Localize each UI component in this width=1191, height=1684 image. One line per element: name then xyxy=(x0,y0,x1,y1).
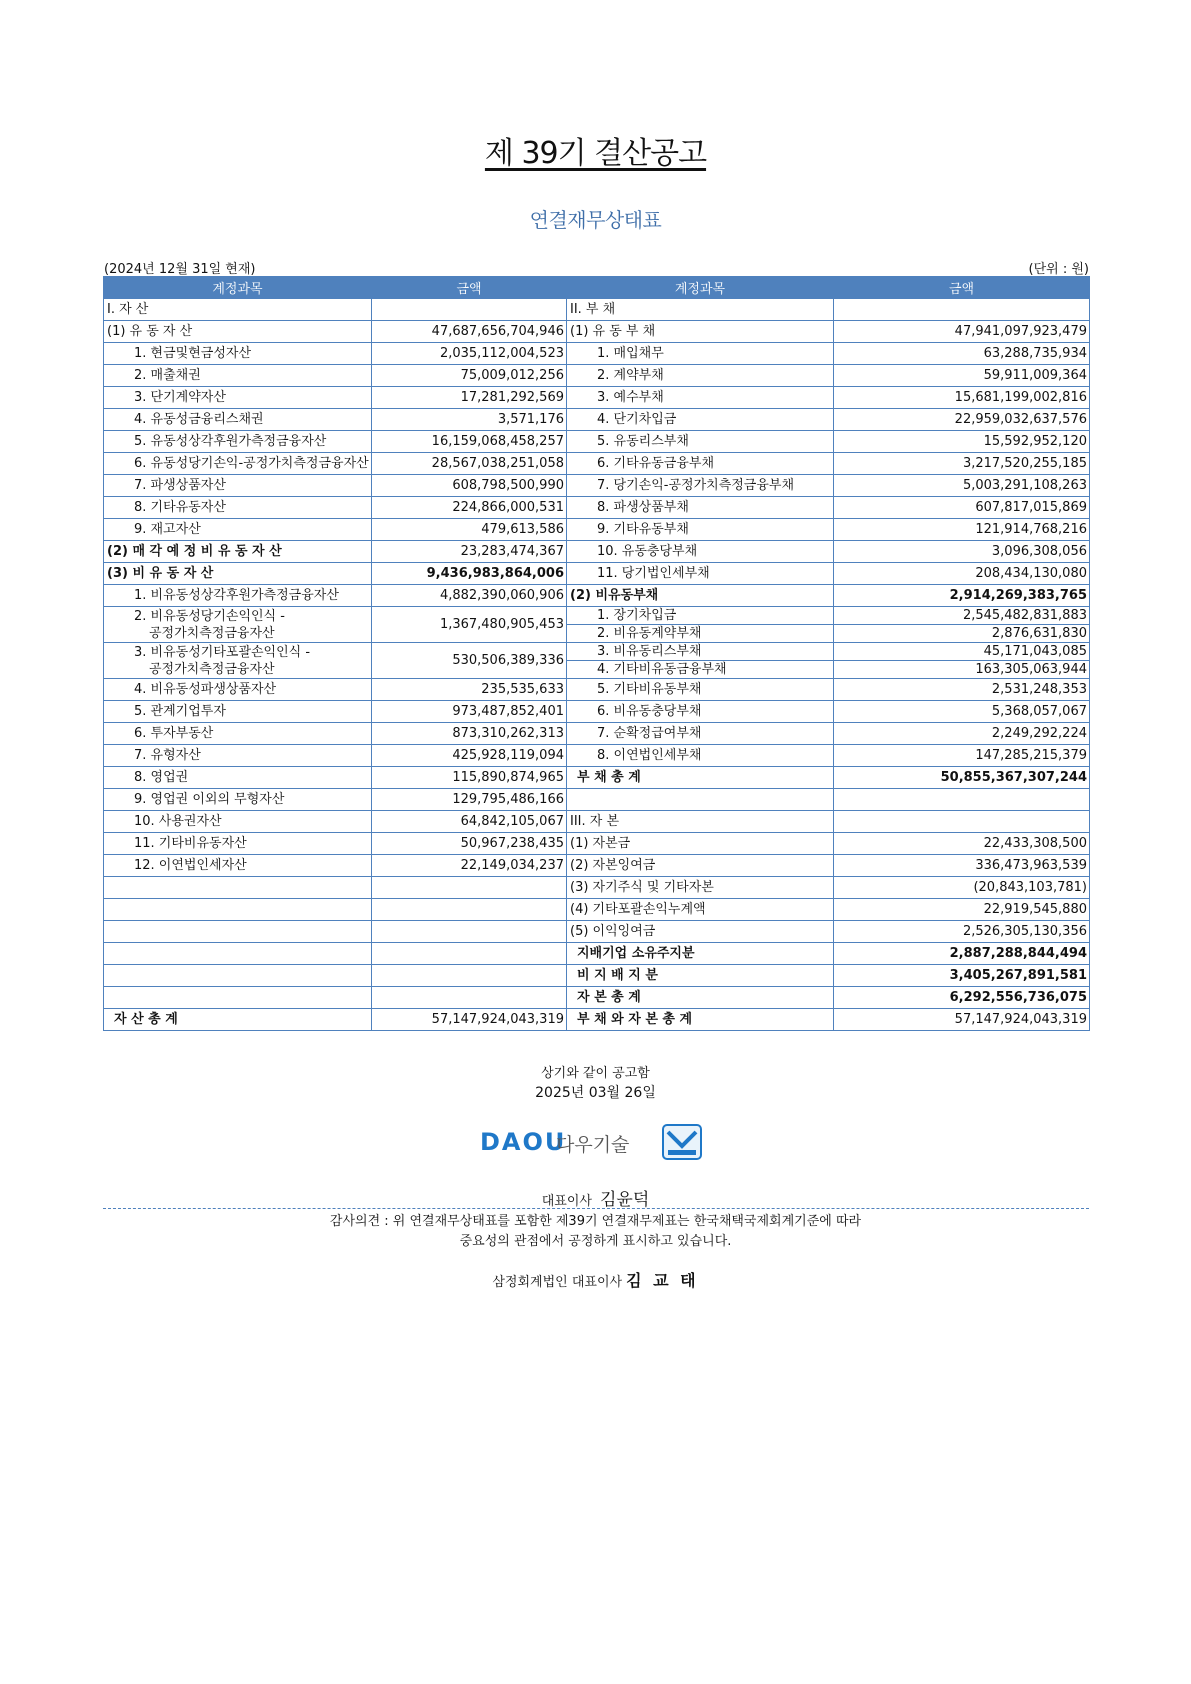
amount-cell: 3,571,176 xyxy=(372,409,567,431)
auditor-label: 삼정회계법인 대표이사 xyxy=(492,1275,623,1290)
account-cell: 3. 예수부채 xyxy=(567,387,834,409)
account-cell: 7. 순확정급여부채 xyxy=(567,723,834,745)
account-cell: 12. 이연법인세자산 xyxy=(104,855,372,877)
account-cell xyxy=(104,943,372,965)
account-cell: 8. 이연법인세부채 xyxy=(567,745,834,767)
account-cell: 비 지 배 지 분 xyxy=(567,965,834,987)
account-cell xyxy=(104,987,372,1009)
account-cell: (3) 비 유 동 자 산 xyxy=(104,563,372,585)
amount-cell: 129,795,486,166 xyxy=(372,789,567,811)
account-cell xyxy=(104,921,372,943)
header-amount-right: 금액 xyxy=(834,277,1090,299)
account-cell: 11. 기타비유동자산 xyxy=(104,833,372,855)
amount-cell xyxy=(372,299,567,321)
account-cell: (1) 유 동 부 채 xyxy=(567,321,834,343)
account-line: 공정가치측정금융자산 xyxy=(149,661,275,677)
amount-cell: 3,405,267,891,581 xyxy=(834,965,1090,987)
account-cell: 5. 관계기업투자 xyxy=(104,701,372,723)
amount-cell: 2,545,482,831,883 xyxy=(834,607,1090,625)
balance-sheet-table xyxy=(103,276,1090,1031)
header-amount-left: 금액 xyxy=(372,277,567,299)
as-of-date: (2024년 12월 31일 현재) xyxy=(104,262,256,277)
amount-cell: 28,567,038,251,058 xyxy=(372,453,567,475)
account-line: 3. 비유동성기타포괄손익인식 - xyxy=(134,644,311,660)
amount-cell xyxy=(372,965,567,987)
amount-cell: (20,843,103,781) xyxy=(834,877,1090,899)
account-cell: 10. 사용권자산 xyxy=(104,811,372,833)
account-cell: (1) 자본금 xyxy=(567,833,834,855)
amount-cell: 479,613,586 xyxy=(372,519,567,541)
table-row xyxy=(104,987,1090,1009)
table-row xyxy=(104,723,1090,745)
account-cell: 7. 파생상품자산 xyxy=(104,475,372,497)
account-cell xyxy=(104,643,372,679)
table-row xyxy=(104,877,1090,899)
amount-cell: 147,285,215,379 xyxy=(834,745,1090,767)
account-cell: 부 채 와 자 본 총 계 xyxy=(567,1009,834,1031)
table-row xyxy=(104,789,1090,811)
unit-label: (단위 : 원) xyxy=(1028,262,1089,277)
amount-cell: 15,681,199,002,816 xyxy=(834,387,1090,409)
account-cell xyxy=(104,607,372,643)
amount-cell: 121,914,768,216 xyxy=(834,519,1090,541)
account-cell: 9. 기타유동부채 xyxy=(567,519,834,541)
amount-cell: 608,798,500,990 xyxy=(372,475,567,497)
header-account-left: 계정과목 xyxy=(104,277,372,299)
amount-cell: 47,941,097,923,479 xyxy=(834,321,1090,343)
table-row xyxy=(104,965,1090,987)
amount-cell: 3,217,520,255,185 xyxy=(834,453,1090,475)
account-cell xyxy=(104,899,372,921)
amount-cell: 22,919,545,880 xyxy=(834,899,1090,921)
account-cell: 2. 매출채권 xyxy=(104,365,372,387)
account-cell: 자 본 총 계 xyxy=(567,987,834,1009)
account-cell: 8. 영업권 xyxy=(104,767,372,789)
account-cell: (1) 유 동 자 산 xyxy=(104,321,372,343)
table-row xyxy=(104,921,1090,943)
table-row xyxy=(104,343,1090,365)
amount-cell: 5,003,291,108,263 xyxy=(834,475,1090,497)
amount-cell: 973,487,852,401 xyxy=(372,701,567,723)
account-cell: I. 자 산 xyxy=(104,299,372,321)
account-cell: 8. 파생상품부채 xyxy=(567,497,834,519)
amount-cell: 45,171,043,085 xyxy=(834,643,1090,661)
account-cell: 8. 기타유동자산 xyxy=(104,497,372,519)
amount-cell: 23,283,474,367 xyxy=(372,541,567,563)
amount-cell: 6,292,556,736,075 xyxy=(834,987,1090,1009)
auditor-signature xyxy=(0,1268,1191,1291)
account-cell: 2. 계약부채 xyxy=(567,365,834,387)
amount-cell: 22,433,308,500 xyxy=(834,833,1090,855)
account-cell: 6. 비유동충당부채 xyxy=(567,701,834,723)
amount-cell: 163,305,063,944 xyxy=(834,661,1090,679)
table-row xyxy=(104,833,1090,855)
account-cell: 4. 유동성금융리스채권 xyxy=(104,409,372,431)
table-row xyxy=(104,899,1090,921)
amount-cell xyxy=(372,943,567,965)
account-cell: (2) 자본잉여금 xyxy=(567,855,834,877)
account-cell: 4. 단기차입금 xyxy=(567,409,834,431)
table-row xyxy=(104,679,1090,701)
table-row xyxy=(104,541,1090,563)
ceo-name: 김윤덕 xyxy=(599,1190,650,1210)
amount-cell: 530,506,389,336 xyxy=(372,643,567,679)
table-row xyxy=(104,409,1090,431)
amount-cell: 16,159,068,458,257 xyxy=(372,431,567,453)
account-cell: 부 채 총 계 xyxy=(567,767,834,789)
amount-cell: 115,890,874,965 xyxy=(372,767,567,789)
account-cell xyxy=(104,877,372,899)
company-seal-icon xyxy=(662,1124,702,1160)
account-cell: 7. 당기손익-공정가치측정금융부채 xyxy=(567,475,834,497)
account-cell: 3. 단기계약자산 xyxy=(104,387,372,409)
table-row xyxy=(104,643,1090,661)
amount-cell: 2,876,631,830 xyxy=(834,625,1090,643)
ceo-signature xyxy=(0,1185,1191,1210)
table-row xyxy=(104,943,1090,965)
table-row xyxy=(104,585,1090,607)
amount-cell: 3,096,308,056 xyxy=(834,541,1090,563)
account-cell: 7. 유형자산 xyxy=(104,745,372,767)
table-row xyxy=(104,701,1090,723)
account-cell: 3. 비유동리스부채 xyxy=(567,643,834,661)
amount-cell: 224,866,000,531 xyxy=(372,497,567,519)
amount-cell: 2,914,269,383,765 xyxy=(834,585,1090,607)
table-row xyxy=(104,745,1090,767)
account-cell: 1. 장기차입금 xyxy=(567,607,834,625)
account-cell xyxy=(104,965,372,987)
divider xyxy=(103,1208,1089,1209)
account-cell: 1. 비유동성상각후원가측정금융자산 xyxy=(104,585,372,607)
company-logo-en: DAOU xyxy=(480,1128,567,1156)
table-row xyxy=(104,1009,1090,1031)
account-cell: (3) 자기주식 및 기타자본 xyxy=(567,877,834,899)
amount-cell: 50,855,367,307,244 xyxy=(834,767,1090,789)
table-row xyxy=(104,475,1090,497)
amount-cell: 873,310,262,313 xyxy=(372,723,567,745)
amount-cell: 208,434,130,080 xyxy=(834,563,1090,585)
amount-cell xyxy=(372,987,567,1009)
table-row xyxy=(104,855,1090,877)
amount-cell xyxy=(372,921,567,943)
amount-cell: 2,887,288,844,494 xyxy=(834,943,1090,965)
statement-title: 연결재무상태표 xyxy=(529,208,662,232)
amount-cell: 235,535,633 xyxy=(372,679,567,701)
account-cell: 자 산 총 계 xyxy=(104,1009,372,1031)
table-row xyxy=(104,387,1090,409)
account-cell: (4) 기타포괄손익누계액 xyxy=(567,899,834,921)
audit-opinion-line2: 중요성의 관점에서 공정하게 표시하고 있습니다. xyxy=(459,1234,732,1249)
account-cell: 9. 재고자산 xyxy=(104,519,372,541)
page-title: 제 39기 결산공고 xyxy=(484,136,707,171)
amount-cell: 64,842,105,067 xyxy=(372,811,567,833)
account-cell: 4. 비유동성파생상품자산 xyxy=(104,679,372,701)
amount-cell: 57,147,924,043,319 xyxy=(834,1009,1090,1031)
amount-cell: 2,249,292,224 xyxy=(834,723,1090,745)
amount-cell: 50,967,238,435 xyxy=(372,833,567,855)
account-cell: (5) 이익잉여금 xyxy=(567,921,834,943)
amount-cell: 9,436,983,864,006 xyxy=(372,563,567,585)
amount-cell xyxy=(834,789,1090,811)
account-cell: 5. 기타비유동부채 xyxy=(567,679,834,701)
amount-cell xyxy=(834,299,1090,321)
account-line: 공정가치측정금융자산 xyxy=(149,625,275,641)
table-row xyxy=(104,811,1090,833)
table-row xyxy=(104,321,1090,343)
account-cell: 6. 유동성당기손익-공정가치측정금융자산 xyxy=(104,453,372,475)
account-cell: 11. 당기법인세부채 xyxy=(567,563,834,585)
amount-cell: 607,817,015,869 xyxy=(834,497,1090,519)
account-cell: 4. 기타비유동금융부채 xyxy=(567,661,834,679)
amount-cell: 75,009,012,256 xyxy=(372,365,567,387)
ceo-label: 대표이사 xyxy=(541,1194,592,1209)
account-cell: III. 자 본 xyxy=(567,811,834,833)
account-cell: 1. 매입채무 xyxy=(567,343,834,365)
account-cell: 10. 유동충당부채 xyxy=(567,541,834,563)
amount-cell: 2,035,112,004,523 xyxy=(372,343,567,365)
table-row xyxy=(104,519,1090,541)
table-row xyxy=(104,767,1090,789)
table-row xyxy=(104,453,1090,475)
amount-cell: 2,526,305,130,356 xyxy=(834,921,1090,943)
amount-cell xyxy=(372,877,567,899)
amount-cell: 1,367,480,905,453 xyxy=(372,607,567,643)
amount-cell: 425,928,119,094 xyxy=(372,745,567,767)
amount-cell: 15,592,952,120 xyxy=(834,431,1090,453)
amount-cell: 22,959,032,637,576 xyxy=(834,409,1090,431)
amount-cell: 57,147,924,043,319 xyxy=(372,1009,567,1031)
amount-cell: 4,882,390,060,906 xyxy=(372,585,567,607)
table-header-row xyxy=(104,277,1090,299)
table-row xyxy=(104,607,1090,625)
account-cell: (2) 비유동부채 xyxy=(567,585,834,607)
account-cell xyxy=(567,789,834,811)
amount-cell: 47,687,656,704,946 xyxy=(372,321,567,343)
account-cell: 6. 기타유동금융부채 xyxy=(567,453,834,475)
account-cell: 5. 유동리스부채 xyxy=(567,431,834,453)
announcement-date: 2025년 03월 26일 xyxy=(535,1085,656,1101)
amount-cell: 5,368,057,067 xyxy=(834,701,1090,723)
table-row xyxy=(104,365,1090,387)
account-cell: 5. 유동성상각후원가측정금융자산 xyxy=(104,431,372,453)
account-cell: II. 부 채 xyxy=(567,299,834,321)
account-cell: 1. 현금및현금성자산 xyxy=(104,343,372,365)
closing-statement: 상기와 같이 공고함 xyxy=(541,1066,650,1081)
header-account-right: 계정과목 xyxy=(567,277,834,299)
table-row xyxy=(104,497,1090,519)
table-row xyxy=(104,563,1090,585)
account-cell: 지배기업 소유주지분 xyxy=(567,943,834,965)
audit-opinion-line1: 감사의견 : 위 연결재무상태표를 포함한 제39기 연결재무제표는 한국채택국제회계기준에 따라 xyxy=(329,1214,862,1229)
amount-cell xyxy=(372,899,567,921)
amount-cell: 22,149,034,237 xyxy=(372,855,567,877)
amount-cell: 2,531,248,353 xyxy=(834,679,1090,701)
amount-cell xyxy=(834,811,1090,833)
account-cell: 9. 영업권 이외의 무형자산 xyxy=(104,789,372,811)
table-row xyxy=(104,431,1090,453)
account-cell: (2) 매 각 예 정 비 유 동 자 산 xyxy=(104,541,372,563)
amount-cell: 336,473,963,539 xyxy=(834,855,1090,877)
auditor-name: 김 교 태 xyxy=(626,1271,699,1290)
account-cell: 2. 비유동계약부채 xyxy=(567,625,834,643)
account-cell: 6. 투자부동산 xyxy=(104,723,372,745)
company-logo-kr: 다우기술 xyxy=(556,1134,630,1156)
account-line: 2. 비유동성당기손익인식 - xyxy=(134,608,285,624)
amount-cell: 63,288,735,934 xyxy=(834,343,1090,365)
amount-cell: 59,911,009,364 xyxy=(834,365,1090,387)
table-row xyxy=(104,299,1090,321)
amount-cell: 17,281,292,569 xyxy=(372,387,567,409)
